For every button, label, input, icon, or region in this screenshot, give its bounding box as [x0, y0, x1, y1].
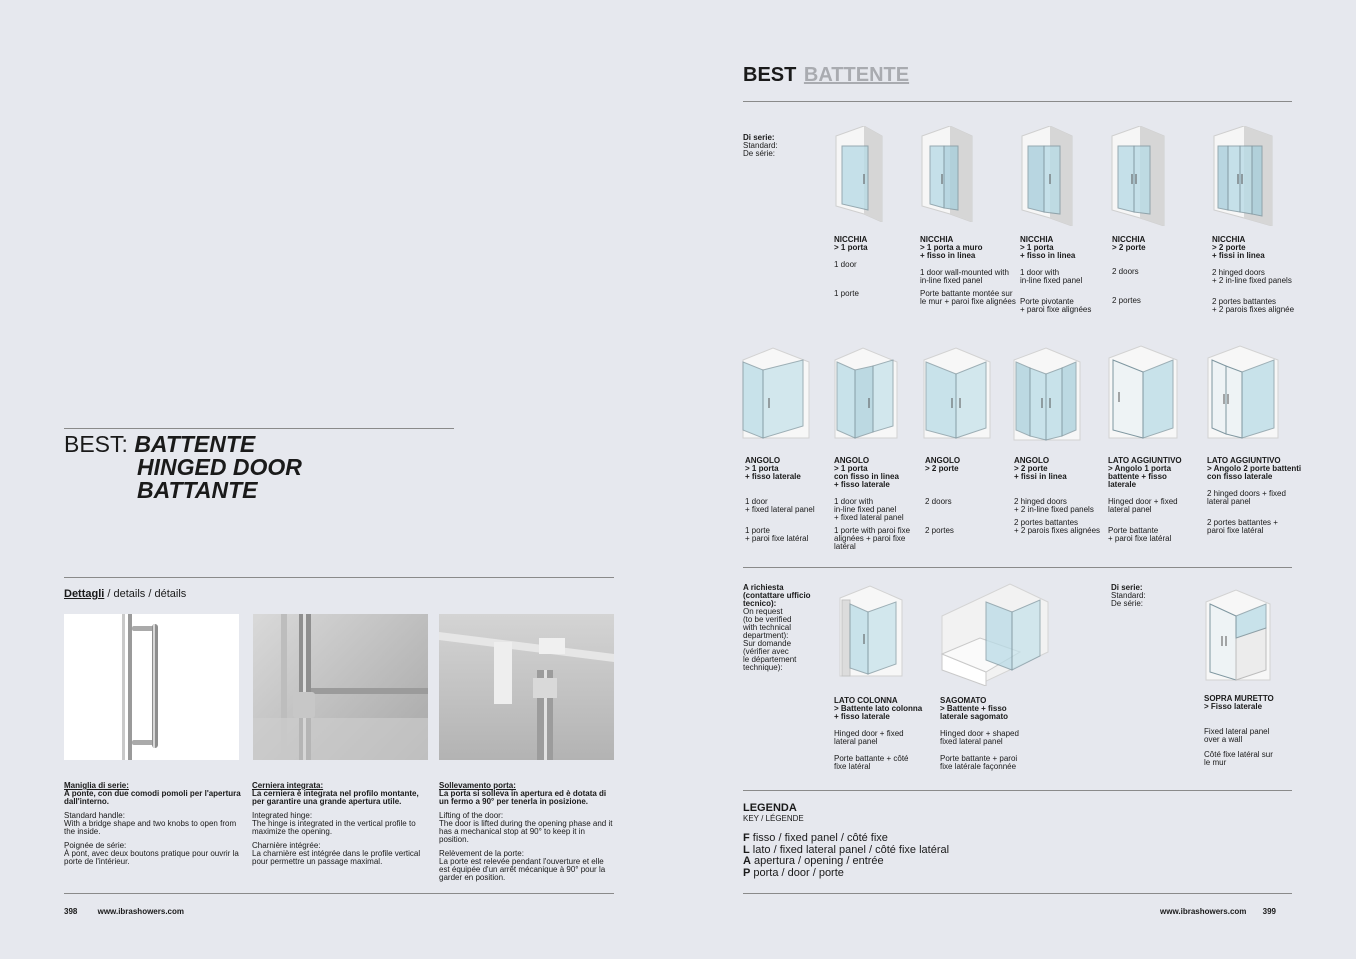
column-side-door-icon	[838, 584, 904, 678]
hero-line3: BATTANTE	[137, 477, 258, 503]
product-sub: > Battente + fisso laterale sagomato	[940, 704, 1009, 721]
caption-it: A ponte, con due comodi pomoli per l'apertura dall'interno.	[64, 789, 241, 806]
corner-door-lateral-icon	[741, 346, 811, 440]
page-number-right: 399	[1262, 907, 1276, 916]
product-name: ANGOLO	[925, 456, 961, 465]
product-en: 2 hinged doors + 2 in-line fixed panels	[1014, 497, 1094, 514]
product-en: 1 door + fixed lateral panel	[745, 497, 815, 514]
legend-top-rule	[743, 790, 1292, 791]
product-niche-5	[1212, 236, 1322, 314]
product-fr: 2 portes	[1112, 296, 1141, 305]
product-en: Fixed lateral panel over a wall	[1204, 727, 1270, 744]
caption-en: Integrated hinge: The hinge is integrated in the vertical profile to maximize the opening.	[252, 811, 416, 836]
product-niche-2	[920, 236, 1016, 306]
product-en: 1 door	[834, 260, 857, 269]
details-heading	[64, 588, 186, 600]
corner-2-doors-icon	[922, 346, 992, 440]
product-niche-3	[1020, 236, 1116, 314]
standard-bold: Di serie:	[1111, 583, 1143, 592]
niche-wall-door-fixed-icon	[920, 126, 974, 222]
legend-key: F	[743, 832, 750, 844]
product-fr: Porte battante + paroi fixe latérale façonnée	[940, 754, 1018, 771]
photo-lifting	[439, 614, 614, 760]
product-name: NICCHIA	[834, 235, 868, 244]
standard-rest: Standard: De série:	[1111, 591, 1146, 608]
corner-inline-lateral-icon	[833, 346, 899, 440]
standard-label	[743, 134, 823, 158]
legend-text: apertura / opening / entrée	[750, 855, 884, 867]
footer-url-right[interactable]: www.ibrashowers.com	[1160, 907, 1247, 916]
legend-item-p	[743, 868, 949, 880]
product-fr: 2 portes battantes + 2 parois fixes alignées	[1014, 518, 1101, 535]
product-sub: > 1 porta	[834, 243, 868, 252]
photo-hinge	[253, 614, 428, 760]
footer-url-left[interactable]: www.ibrashowers.com	[97, 907, 184, 916]
legend-key: P	[743, 866, 751, 879]
caption-fr: Relèvement de la porte: La porte est relevée pendant l'ouverture et elle est équipée d'un arrêt mécanique à 90° pour la garder en position.	[439, 849, 606, 882]
niche-1-door-icon	[834, 126, 884, 222]
product-sub: > Angolo 1 porta battente + fisso laterale	[1108, 464, 1172, 489]
legend	[743, 802, 949, 879]
left-footer-rule	[64, 893, 614, 894]
product-fr: Porte battante montée sur le mur + paroi fixe alignées	[920, 289, 1016, 306]
caption-title: Sollevamento porta:	[439, 781, 516, 790]
product-fr: 1 porte with paroi fixe alignées + paroi fixe latéral	[834, 526, 911, 551]
product-sub: > 2 porte + fissi in linea	[1014, 464, 1067, 481]
hero-rule	[64, 428, 454, 429]
caption-en: Lifting of the door: The door is lifted during the opening phase and it has a mechanical stop at 90° to keep it in position.	[439, 811, 613, 844]
caption-hinge	[252, 782, 422, 872]
on-request-label	[743, 584, 825, 672]
product-sub: > Battente lato colonna + fisso laterale	[834, 704, 923, 721]
product-name: ANGOLO	[745, 456, 781, 465]
product-name: ANGOLO	[1014, 456, 1050, 465]
side-door-lateral-icon	[1107, 344, 1179, 440]
product-side-1	[1108, 457, 1196, 543]
product-name: LATO AGGIUNTIVO	[1207, 456, 1281, 465]
legend-title: LEGENDA	[743, 802, 797, 814]
product-en: Hinged door + shaped fixed lateral panel	[940, 729, 1019, 746]
on-request-rest: On request (to be verified with technical department): Sur domande (vérifier avec le département technique):	[743, 607, 797, 672]
product-fr: Porte battante + côté fixe latéral	[834, 754, 909, 771]
product-sub: > 1 porta + fisso in linea	[1020, 243, 1076, 260]
product-name: NICCHIA	[1020, 235, 1054, 244]
product-en: 2 hinged doors + fixed lateral panel	[1207, 489, 1286, 506]
details-subtitle: / details / détails	[104, 588, 187, 600]
product-fr: Porte battante + paroi fixe latéral	[1108, 526, 1172, 543]
product-fr: 2 portes	[925, 526, 954, 535]
hero-line2: HINGED DOOR	[137, 454, 302, 480]
caption-handle	[64, 782, 244, 872]
caption-title: Maniglia di serie:	[64, 781, 129, 790]
side-2-doors-lateral-icon	[1206, 344, 1280, 440]
caption-it: La porta si solleva in apertura ed è dotata di un fermo a 90° per tenerla in posizione.	[439, 789, 607, 806]
legend-text: porta / door / porte	[750, 866, 844, 879]
details-title: Dettagli	[64, 588, 105, 600]
product-sub: > 2 porte	[925, 464, 959, 473]
title-battente: BATTENTE	[803, 64, 910, 86]
product-fr: Porte pivotante + paroi fixe alignées	[1020, 297, 1092, 314]
hero-title	[64, 433, 302, 502]
product-fr: Côté fixe latéral sur le mur	[1204, 750, 1273, 767]
product-en: 2 doors	[925, 497, 952, 506]
product-name: LATO AGGIUNTIVO	[1108, 456, 1182, 465]
product-fr: 1 porte + paroi fixe latéral	[745, 526, 809, 543]
on-request-bold: A richiesta (contattare ufficio tecnico):	[743, 583, 811, 608]
niche-2-doors-icon	[1110, 126, 1166, 226]
shaped-side-bath-icon	[940, 582, 1050, 686]
product-en: 2 doors	[1112, 267, 1139, 276]
left-footer	[64, 907, 184, 916]
hero-prefix: BEST:	[64, 431, 128, 457]
product-sub: > 2 porte	[1112, 243, 1146, 252]
product-name: SOPRA MURETTO	[1204, 694, 1274, 703]
hero-line1: BATTENTE	[134, 431, 256, 457]
title-best: BEST	[743, 64, 797, 86]
right-footer-rule	[743, 893, 1292, 894]
product-column	[834, 697, 934, 771]
legend-subtitle: KEY / LÉGENDE	[743, 814, 804, 823]
corner-2-doors-fixed-icon	[1012, 346, 1082, 442]
details-top-rule	[64, 577, 614, 578]
product-corner-2	[834, 457, 926, 551]
niche-door-inline-fixed-icon	[1020, 126, 1074, 226]
caption-fr: Charnière intégrée: La charnière est intégrée dans le profile vertical pour permettre un passage maximal.	[252, 841, 421, 866]
legend-text: lato / fixed lateral panel / côté fixe latéral	[749, 843, 950, 856]
product-side-2	[1207, 457, 1303, 535]
standard-label-2	[1111, 584, 1191, 608]
photo-handle	[64, 614, 239, 760]
product-name: LATO COLONNA	[834, 696, 898, 705]
caption-title: Cerniera integrata:	[252, 781, 324, 790]
caption-fr: Poignée de série: À pont, avec deux boutons pratique pour ouvrir la porte de l'intérieur.	[64, 841, 239, 866]
legend-text: fisso / fixed panel / côté fixe	[749, 832, 888, 844]
product-sub: > Fisso laterale	[1204, 702, 1263, 711]
title-rule	[743, 101, 1292, 102]
product-wall	[1204, 695, 1294, 767]
product-name: ANGOLO	[834, 456, 870, 465]
niche-2-doors-fixed-icon	[1212, 126, 1274, 226]
product-name: SAGOMATO	[940, 696, 987, 705]
product-corner-4	[1014, 457, 1106, 535]
product-sub: > 2 porte + fissi in linea	[1212, 243, 1265, 260]
caption-it: La cerniera è integrata nel profilo montante, per garantire una grande apertura utile.	[252, 789, 419, 806]
product-sub: > 1 porta a muro + fisso in linea	[920, 243, 983, 260]
product-sub: > Angolo 2 porte battenti con fisso laterale	[1207, 464, 1302, 481]
product-corner-1	[745, 457, 829, 543]
product-en: Hinged door + fixed lateral panel	[1108, 497, 1178, 514]
product-name: NICCHIA	[1112, 235, 1146, 244]
product-fr: 1 porte	[834, 289, 859, 298]
product-name: NICCHIA	[920, 235, 954, 244]
product-en: 1 door wall-mounted with in-line fixed panel	[920, 268, 1009, 285]
product-shaped	[940, 697, 1040, 771]
wall-fixed-panel-icon	[1204, 588, 1272, 682]
product-corner-3	[925, 457, 1005, 535]
right-footer	[1160, 907, 1276, 916]
standard-rest: Standard: De série:	[743, 141, 778, 158]
product-fr: 2 portes battantes + paroi fixe latéral	[1207, 518, 1278, 535]
product-en: 1 door with in-line fixed panel + fixed lateral panel	[834, 497, 904, 522]
product-en: Hinged door + fixed lateral panel	[834, 729, 904, 746]
product-en: 2 hinged doors + 2 in-line fixed panels	[1212, 268, 1292, 285]
row2-rule	[743, 567, 1292, 568]
caption-lifting	[439, 782, 615, 888]
product-niche-1	[834, 236, 930, 298]
product-sub: > 1 porta + fisso laterale	[745, 464, 801, 481]
page-number-left: 398	[64, 907, 78, 916]
caption-en: Standard handle: With a bridge shape and two knobs to open from the inside.	[64, 811, 237, 836]
product-sub: > 1 porta con fisso in linea + fisso laterale	[834, 464, 899, 489]
legend-key: L	[743, 843, 750, 856]
product-en: 1 door with in-line fixed panel	[1020, 268, 1083, 285]
product-fr: 2 portes battantes + 2 parois fixes alignée	[1212, 297, 1295, 314]
standard-bold: Di serie:	[743, 133, 775, 142]
product-niche-4	[1112, 236, 1208, 305]
product-name: NICCHIA	[1212, 235, 1246, 244]
legend-key: A	[743, 855, 751, 867]
right-title	[743, 64, 909, 87]
